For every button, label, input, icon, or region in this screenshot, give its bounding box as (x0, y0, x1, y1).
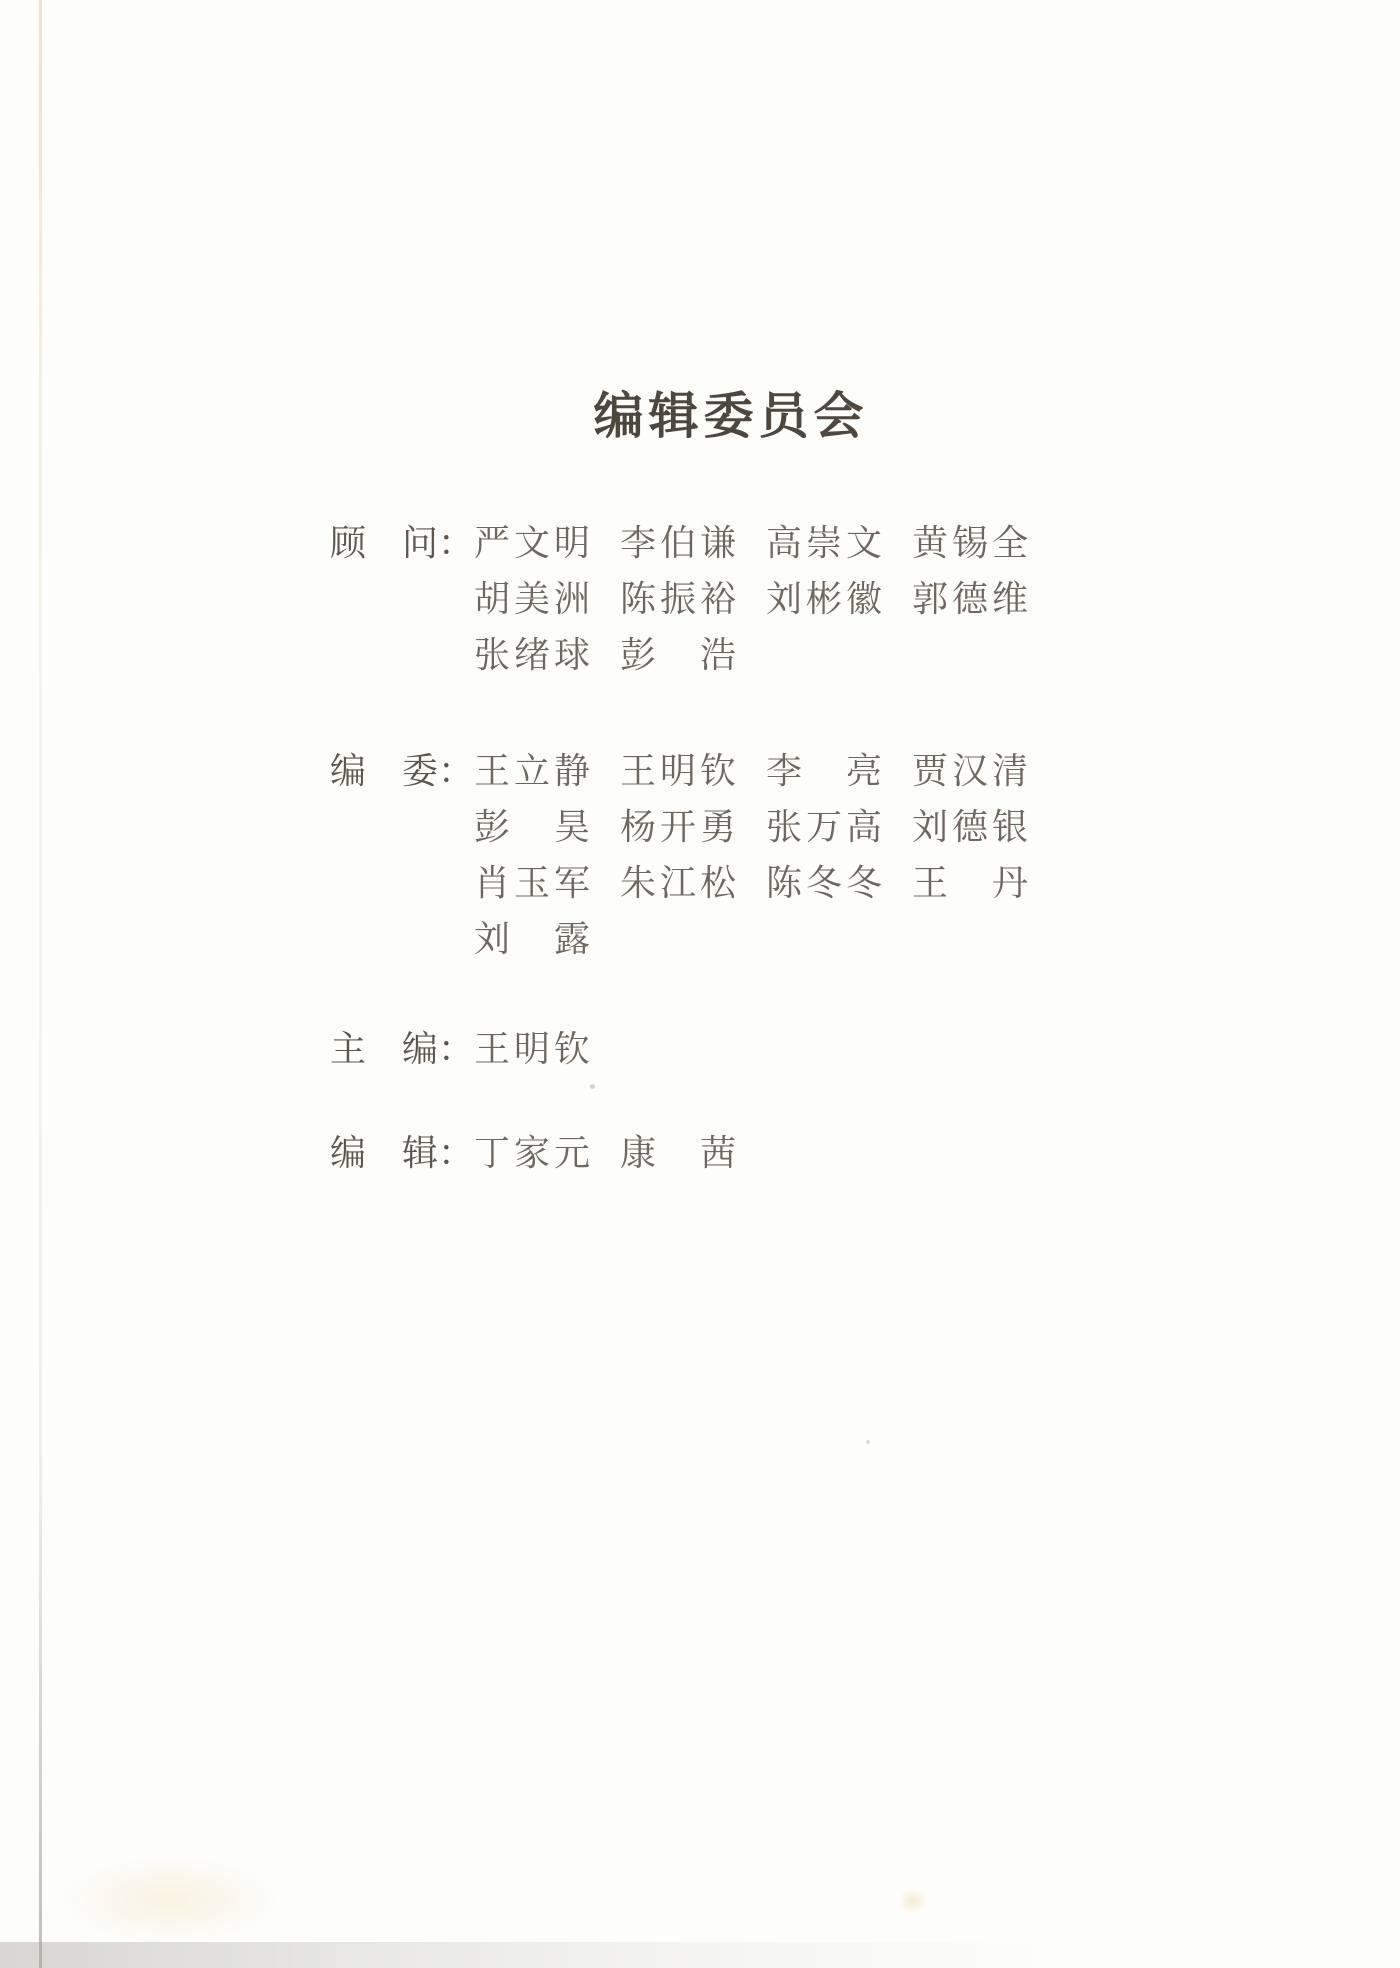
person-name: 高崇文 (766, 522, 887, 563)
person-name: 彭 昊 (474, 806, 595, 847)
person-name: 王立静 (474, 750, 595, 791)
committee-row (330, 1122, 766, 1178)
person-name: 王 丹 (912, 862, 1033, 903)
person-name: 张绪球 (474, 634, 595, 675)
person-name: 肖玉军 (474, 862, 595, 903)
person-name: 贾汉清 (912, 750, 1033, 791)
person-name: 陈冬冬 (766, 862, 887, 903)
scan-blotch (898, 1888, 928, 1914)
page-gutter-line (39, 0, 42, 1968)
person-name: 王明钦 (474, 1028, 595, 1069)
person-name: 李 亮 (766, 750, 887, 791)
committee-row (330, 624, 1058, 680)
person-name: 张万高 (766, 806, 887, 847)
role-label-chief-editor: 主 编： (330, 1028, 475, 1069)
section-advisors (330, 512, 1058, 680)
person-name: 王明钦 (620, 750, 741, 791)
section-chief-editor (330, 1018, 620, 1074)
committee-row (330, 908, 1058, 964)
person-name: 彭 浩 (620, 634, 741, 675)
person-name: 李伯谦 (620, 522, 741, 563)
person-name: 郭德维 (912, 578, 1033, 619)
person-name: 刘彬徽 (766, 578, 887, 619)
person-name: 胡美洲 (474, 578, 595, 619)
person-name: 陈振裕 (620, 578, 741, 619)
scan-edge-shadow (0, 1942, 1400, 1968)
person-name: 朱江松 (620, 862, 741, 903)
committee-row (330, 796, 1058, 852)
page-title: 编辑委员会 (593, 388, 869, 444)
scan-blotch (60, 1855, 280, 1945)
person-name: 刘 露 (474, 918, 595, 959)
committee-row (330, 852, 1058, 908)
committee-row (330, 568, 1058, 624)
person-name: 康 茜 (620, 1132, 741, 1173)
committee-row (330, 740, 1058, 796)
section-editors (330, 1122, 766, 1178)
person-name: 严文明 (474, 522, 595, 563)
person-name: 丁家元 (474, 1132, 595, 1173)
person-name: 黄锡全 (912, 522, 1033, 563)
role-label-editors: 编 辑： (330, 1132, 475, 1173)
person-name: 刘德银 (912, 806, 1033, 847)
scan-speck (866, 1440, 870, 1444)
role-label-editorial-board: 编 委： (330, 750, 475, 791)
committee-row (330, 1018, 620, 1074)
section-editorial-board (330, 740, 1058, 964)
role-label-advisors: 顾 问： (330, 522, 475, 563)
committee-row (330, 512, 1058, 568)
person-name: 杨开勇 (620, 806, 741, 847)
scan-speck (590, 1084, 595, 1089)
